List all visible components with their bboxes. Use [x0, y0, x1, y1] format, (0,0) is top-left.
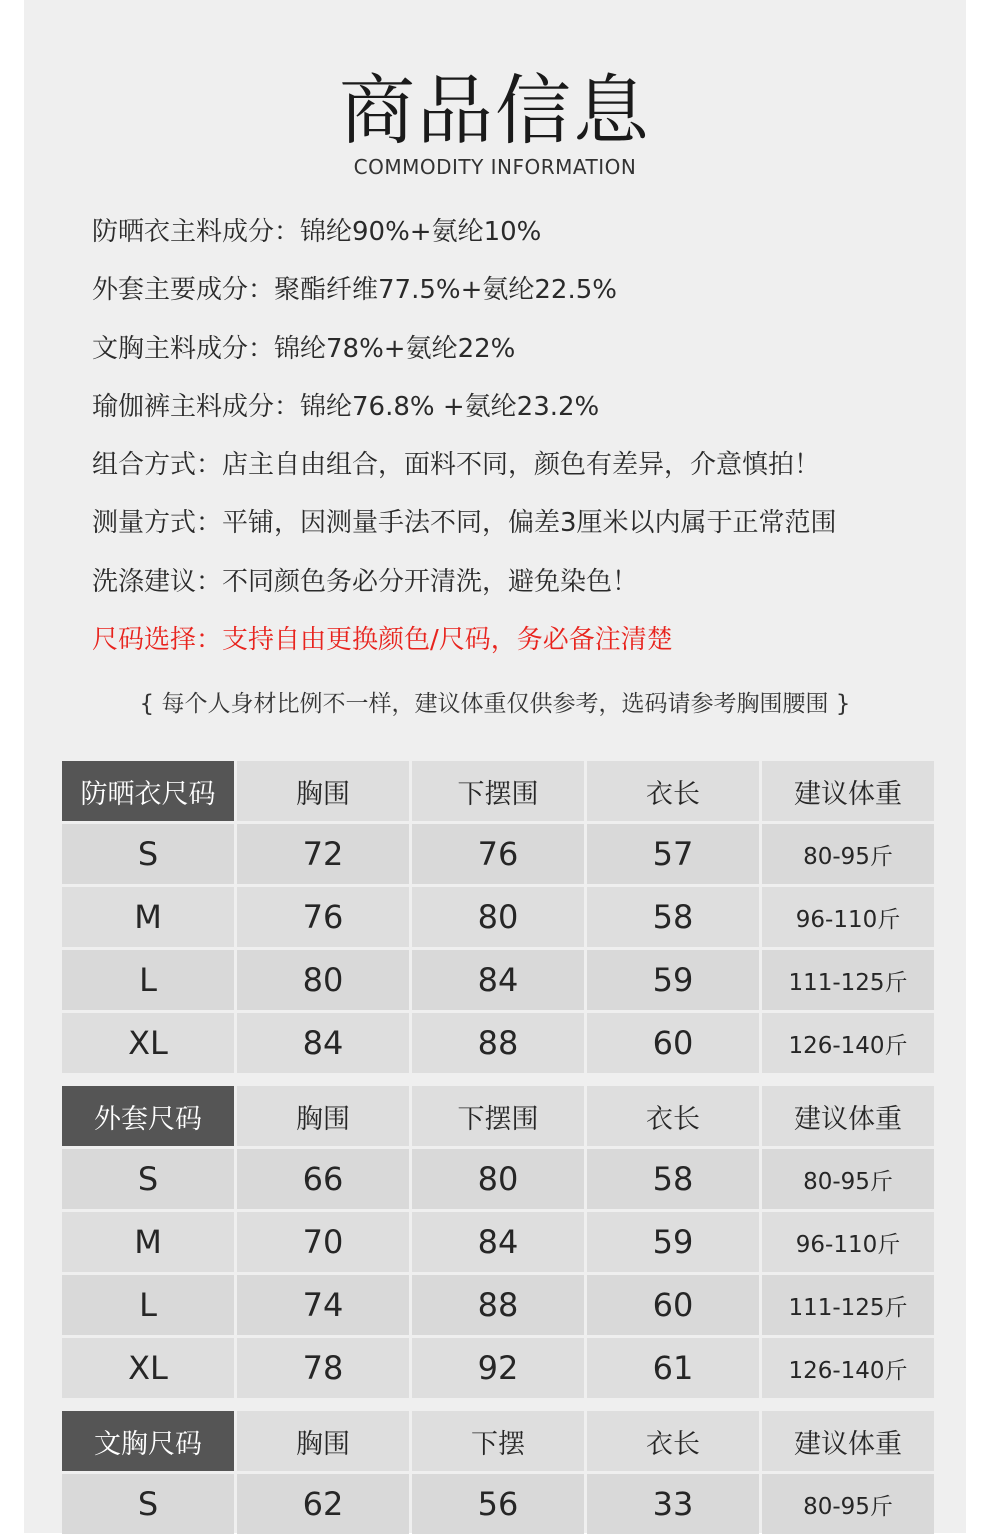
length-cell: 58 [587, 1149, 759, 1209]
size-table-bra [59, 1408, 937, 1537]
chest-cell: 66 [237, 1149, 409, 1209]
length-cell: 58 [587, 887, 759, 947]
size-cell: S [62, 1474, 234, 1534]
size-cell: L [62, 1275, 234, 1335]
table-row [62, 1013, 934, 1073]
hem-cell: 76 [412, 824, 584, 884]
table-header-row [62, 1086, 934, 1146]
column-header: 下摆围 [412, 1086, 584, 1146]
hem-cell: 84 [412, 1212, 584, 1272]
hem-cell: 84 [412, 950, 584, 1010]
weight-cell: 80-95斤 [762, 824, 934, 884]
hem-cell: 56 [412, 1474, 584, 1534]
chest-cell: 62 [237, 1474, 409, 1534]
hem-cell: 80 [412, 1149, 584, 1209]
chest-cell: 74 [237, 1275, 409, 1335]
size-table-jacket [59, 1083, 937, 1401]
length-cell: 60 [587, 1013, 759, 1073]
column-header: 下摆围 [412, 761, 584, 821]
table-row [62, 1338, 934, 1398]
size-cell: S [62, 824, 234, 884]
column-header: 下摆 [412, 1411, 584, 1471]
table-row [62, 1212, 934, 1272]
length-cell: 60 [587, 1275, 759, 1335]
weight-cell: 111-125斤 [762, 1275, 934, 1335]
table-row [62, 1474, 934, 1534]
table-title: 防晒衣尺码 [62, 761, 234, 821]
weight-cell: 111-125斤 [762, 950, 934, 1010]
info-line: 防晒衣主料成分：锦纶90%+氨纶10% [92, 217, 542, 247]
page-title: 商品信息 [339, 66, 651, 155]
length-cell: 59 [587, 1212, 759, 1272]
weight-cell: 126-140斤 [762, 1338, 934, 1398]
chest-cell: 72 [237, 824, 409, 884]
size-cell: S [62, 1149, 234, 1209]
size-cell: L [62, 950, 234, 1010]
length-cell: 59 [587, 950, 759, 1010]
page-subtitle: COMMODITY INFORMATION [353, 155, 637, 179]
size-selection-notice: 尺码选择：支持自由更换颜色/尺码，务必备注清楚 [92, 625, 673, 656]
hem-cell: 80 [412, 887, 584, 947]
table-title: 文胸尺码 [62, 1411, 234, 1471]
size-advice-note: { 每个人身材比例不一样，建议体重仅供参考，选码请参考胸围腰围 } [139, 691, 851, 717]
column-header: 胸围 [237, 1411, 409, 1471]
size-cell: XL [62, 1338, 234, 1398]
hem-cell: 88 [412, 1013, 584, 1073]
weight-cell: 96-110斤 [762, 1212, 934, 1272]
size-cell: M [62, 887, 234, 947]
length-cell: 57 [587, 824, 759, 884]
chest-cell: 78 [237, 1338, 409, 1398]
weight-cell: 80-95斤 [762, 1149, 934, 1209]
table-row [62, 1275, 934, 1335]
info-line: 外套主要成分：聚酯纤维77.5%+氨纶22.5% [92, 275, 617, 306]
column-header: 衣长 [587, 1411, 759, 1471]
chest-cell: 80 [237, 950, 409, 1010]
column-header: 衣长 [587, 1086, 759, 1146]
column-header: 建议体重 [762, 761, 934, 821]
chest-cell: 76 [237, 887, 409, 947]
hem-cell: 92 [412, 1338, 584, 1398]
weight-cell: 96-110斤 [762, 887, 934, 947]
table-row [62, 950, 934, 1010]
table-row [62, 1149, 934, 1209]
length-cell: 61 [587, 1338, 759, 1398]
table-row [62, 887, 934, 947]
info-line: 文胸主料成分：锦纶78%+氨纶22% [92, 333, 516, 364]
table-header-row [62, 1411, 934, 1471]
table-row [62, 824, 934, 884]
size-cell: XL [62, 1013, 234, 1073]
column-header: 胸围 [237, 1086, 409, 1146]
table-header-row [62, 761, 934, 821]
chest-cell: 84 [237, 1013, 409, 1073]
info-line: 测量方式：平铺，因测量手法不同，偏差3厘米以内属于正常范围 [92, 508, 837, 539]
column-header: 建议体重 [762, 1411, 934, 1471]
weight-cell: 80-95斤 [762, 1474, 934, 1534]
hem-cell: 88 [412, 1275, 584, 1335]
size-cell: M [62, 1212, 234, 1272]
weight-cell: 126-140斤 [762, 1013, 934, 1073]
length-cell: 33 [587, 1474, 759, 1534]
column-header: 衣长 [587, 761, 759, 821]
chest-cell: 70 [237, 1212, 409, 1272]
table-title: 外套尺码 [62, 1086, 234, 1146]
product-info-list [92, 212, 837, 678]
info-line: 洗涤建议：不同颜色务必分开清洗，避免染色！ [92, 566, 639, 597]
info-line: 瑜伽裤主料成分：锦纶76.8% +氨纶23.2% [92, 391, 600, 422]
column-header: 胸围 [237, 761, 409, 821]
size-table-sun-jacket [59, 758, 937, 1076]
column-header: 建议体重 [762, 1086, 934, 1146]
info-line: 组合方式：店主自由组合，面料不同，颜色有差异，介意慎拍！ [92, 450, 821, 481]
